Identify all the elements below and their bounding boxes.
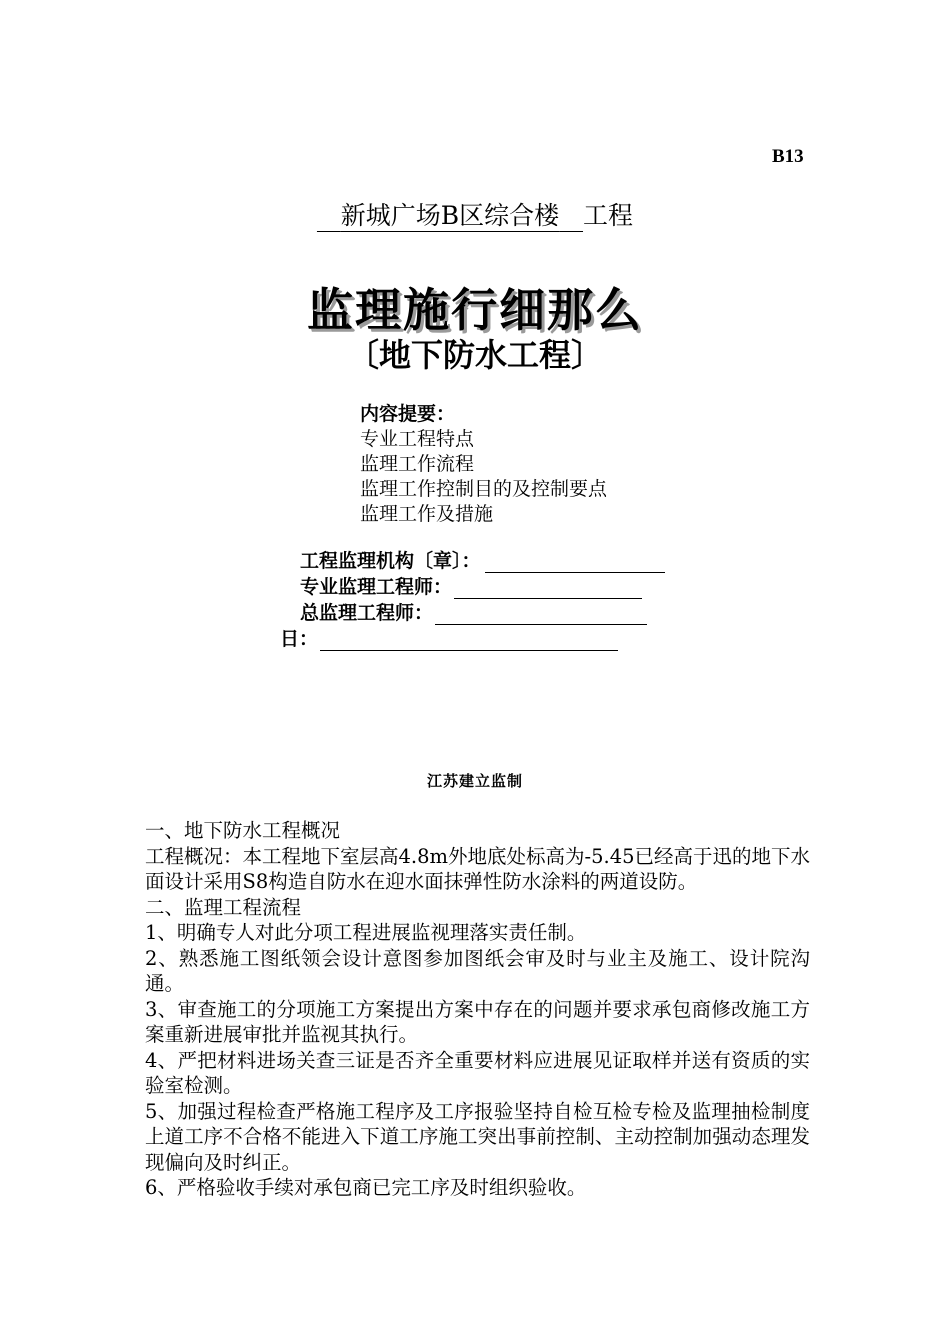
summary-item: 监理工作控制目的及控制要点	[360, 478, 608, 500]
body-paragraph: 1、明确专人对此分项工程进展监视理落实责任制。	[145, 921, 587, 944]
signature-specialist-row	[300, 574, 642, 599]
body-paragraph: 4、严把材料进场关查三证是否齐全重要材料应进展见证取样并送有资质的实验室检测。	[145, 1048, 810, 1097]
body-paragraph: 6、严格验收手续对承包商已完工序及时组织验收。	[145, 1176, 587, 1199]
signature-date-line	[320, 630, 618, 651]
signature-specialist-line	[454, 578, 642, 599]
document-code: B13	[772, 146, 804, 167]
signature-date-row	[280, 626, 618, 651]
body-paragraph: 5、加强过程检查严格施工程序及工序报验坚持自检互检专检及监理抽检制度上道工序不合格不能进入下道工序施工突出事前控制、主动控制加强动态理发现偏向及时纠正。	[145, 1099, 810, 1174]
summary-item: 专业工程特点	[360, 428, 475, 450]
signature-specialist-label: 专业监理工程师：	[300, 576, 453, 598]
summary-heading: 内容提要：	[360, 403, 456, 425]
summary-section	[360, 402, 607, 527]
body-text	[145, 818, 810, 1201]
sub-title: 〔地下防水工程〕	[346, 336, 603, 374]
main-title: 监理施行细那么	[307, 283, 643, 337]
body-paragraph: 工程概况：本工程地下室层高4.8m外地底处标高为-5.45已经高于迅的地下水面设计采用S8构造自防水在迎水面抹弹性防水涂料的两道设防。	[145, 844, 811, 893]
body-paragraph: 二、监理工程流程	[145, 895, 302, 919]
signature-date-label: 日：	[280, 628, 319, 650]
signature-chief-line	[435, 604, 647, 625]
company-name: 江苏建立监制	[426, 772, 523, 790]
project-name: 新城广场B区综合楼	[340, 201, 560, 230]
signature-org-label: 工程监理机构〔章〕：	[300, 550, 481, 572]
project-suffix: 工程	[583, 201, 634, 230]
summary-item: 监理工作及措施	[360, 503, 494, 525]
summary-item: 监理工作流程	[360, 453, 475, 475]
project-title-line	[0, 196, 950, 232]
signature-org-line	[485, 552, 665, 573]
signature-chief-row	[300, 600, 647, 625]
body-paragraph: 2、熟悉施工图纸领会设计意图参加图纸会审及时与业主及施工、设计院沟通。	[145, 946, 810, 995]
body-paragraph: 一、地下防水工程概况	[145, 819, 341, 842]
signature-org-row	[300, 548, 665, 573]
body-paragraph: 3、审查施工的分项施工方案提出方案中存在的问题并要求承包商修改施工方案重新进展审批并监视其执行。	[145, 997, 810, 1046]
signature-chief-label: 总监理工程师：	[300, 602, 434, 624]
